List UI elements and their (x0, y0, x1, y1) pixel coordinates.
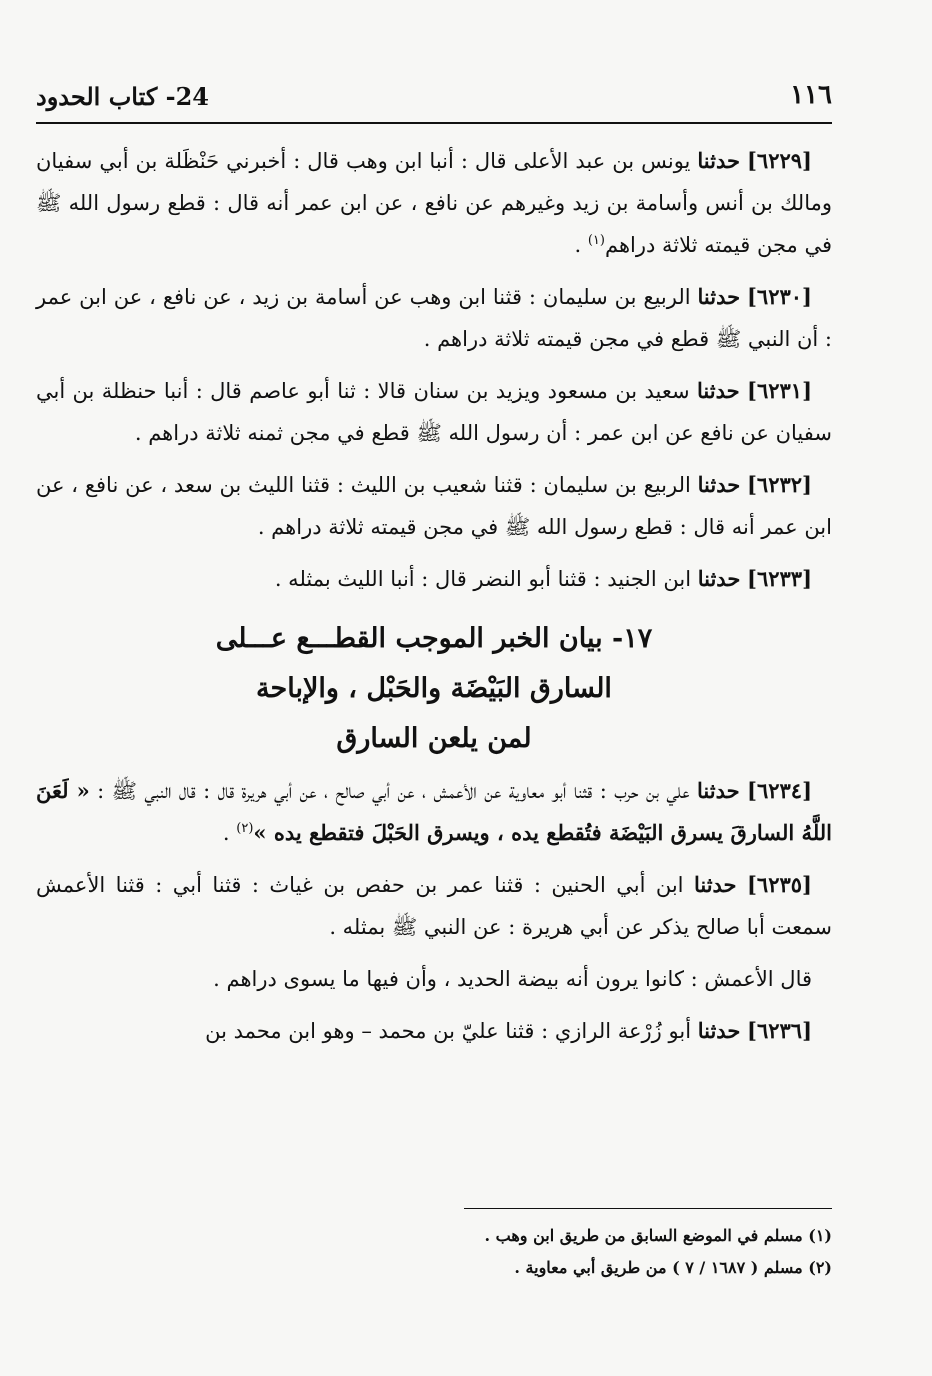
footnotes (36, 1220, 832, 1284)
hadith-opener: حدثنا (697, 378, 740, 403)
hadith-opener: حدثنا (697, 148, 740, 173)
hadith-6232 (36, 464, 832, 548)
footnote-ref-2: (٢) (236, 821, 254, 836)
hadith-opener: حدثنا (697, 472, 741, 497)
chapter-heading-line-2: السارق البَيْضَة والحَبْل ، والإباحة (256, 673, 612, 704)
footnote-2: (٢) مسلم ( ١٦٨٧ / ٧ ) من طريق أبي معاوية . (514, 1258, 832, 1277)
hadith-opener: حدثنا (693, 872, 737, 897)
chapter-heading-line-1: ١٧- بيان الخبر الموجب القطـــع عـــلى (215, 623, 653, 654)
hadith-6230 (36, 276, 832, 360)
hadith-6229 (36, 140, 832, 266)
hadith-text: ابن أبي الحنين : قثنا عمر بن حفص بن غياث : قثنا أبي : قثنا الأعمش سمعت أبا صالح يذكر عن أبي هريرة : عن النبي ﷺ بمثله . (36, 873, 832, 939)
hadith-6235 (36, 864, 832, 948)
hadith-6233 (36, 558, 832, 600)
hadith-6231 (36, 370, 832, 454)
prophetic-quote: « لَعَنَ اللَّهُ السارقَ يسرق البَيْضَة فتُقطع يده ، ويسرق الحَبْلَ فتقطع يده » (36, 778, 832, 845)
hadith-text: أبو زُرْعة الرازي : قثنا عليّ بن محمد – وهو ابن محمد بن (205, 1019, 692, 1043)
page-header (36, 78, 832, 118)
hadith-text: الربيع بن سليمان : قثنا ابن وهب عن أسامة بن زيد ، عن نافع ، عن ابن عمر : أن النبي ﷺ قطع في مجن قيمته ثلاثة دراهم . (36, 285, 832, 351)
hadith-number: [٦٢٣٠] (746, 284, 812, 309)
hadith-opener: حدثنا (697, 566, 741, 591)
hadith-opener: حدثنا (697, 1018, 741, 1043)
hadith-text: الربيع بن سليمان : قثنا شعيب بن الليث : قثنا الليث بن سعد ، عن نافع ، عن ابن عمر أنه قال : قطع رسول الله ﷺ في مجن قيمته ثلاثة دراهم . (36, 473, 832, 539)
hadith-end: . (574, 233, 588, 257)
comment-paragraph: قال الأعمش : كانوا يرون أنه بيضة الحديد ، وأن فيها ما يسوى دراهم . (213, 967, 812, 991)
hadith-text: علي بن حرب : قثنا أبو معاوية عن الأعمش ، عن أبي صالح ، عن أبي هريرة قال : قال النبي ﷺ : (97, 779, 690, 803)
hadith-number: [٦٢٣٤] (747, 778, 813, 803)
footnote-ref-1: (١) (587, 233, 605, 248)
hadith-number: [٦٢٣٢] (746, 472, 812, 497)
chapter-heading-line-3: لمن يلعن السارق (336, 723, 532, 754)
running-title: 24- كتاب الحدود (36, 82, 209, 111)
chapter-heading (36, 614, 832, 764)
hadith-opener: حدثنا (697, 284, 741, 309)
hadith-text: ابن الجنيد : قثنا أبو النضر قال : أنبا الليث بمثله . (274, 567, 692, 591)
hadith-text: يونس بن عبد الأعلى قال : أنبا ابن وهب قال : أخبرني حَنْظَلة بن أبي سفيان ومالك بن أنس وأسامة بن زيد وغيرهم عن نافع ، عن ابن عمر أنه قال : قطع رسول الله ﷺ في مجن قيمته ثلاثة دراهم (36, 149, 832, 257)
header-rule (36, 122, 832, 124)
hadith-opener: حدثنا (696, 778, 740, 803)
hadith-number: [٦٢٣٣] (747, 566, 812, 591)
page-number: ١١٦ (790, 80, 832, 110)
hadith-number: [٦٢٢٩] (746, 148, 812, 173)
footnote-rule (464, 1208, 832, 1209)
page-body (36, 140, 832, 1062)
hadith-number: [٦٢٣١] (747, 378, 812, 403)
hadith-6234 (36, 770, 832, 854)
hadith-number: [٦٢٣٦] (747, 1018, 812, 1043)
hadith-6236 (36, 1010, 832, 1052)
hadith-number: [٦٢٣٥] (746, 872, 812, 897)
hadith-text: سعيد بن مسعود ويزيد بن سنان قالا : ثنا أبو عاصم قال : أنبا حنظلة بن أبي سفيان عن نافع عن ابن عمر : أن رسول الله ﷺ قطع في مجن ثمنه ثلاثة دراهم . (36, 379, 832, 445)
hadith-end: . (222, 821, 237, 845)
footnote-1: (١) مسلم في الموضع السابق من طريق ابن وهب . (484, 1226, 832, 1245)
